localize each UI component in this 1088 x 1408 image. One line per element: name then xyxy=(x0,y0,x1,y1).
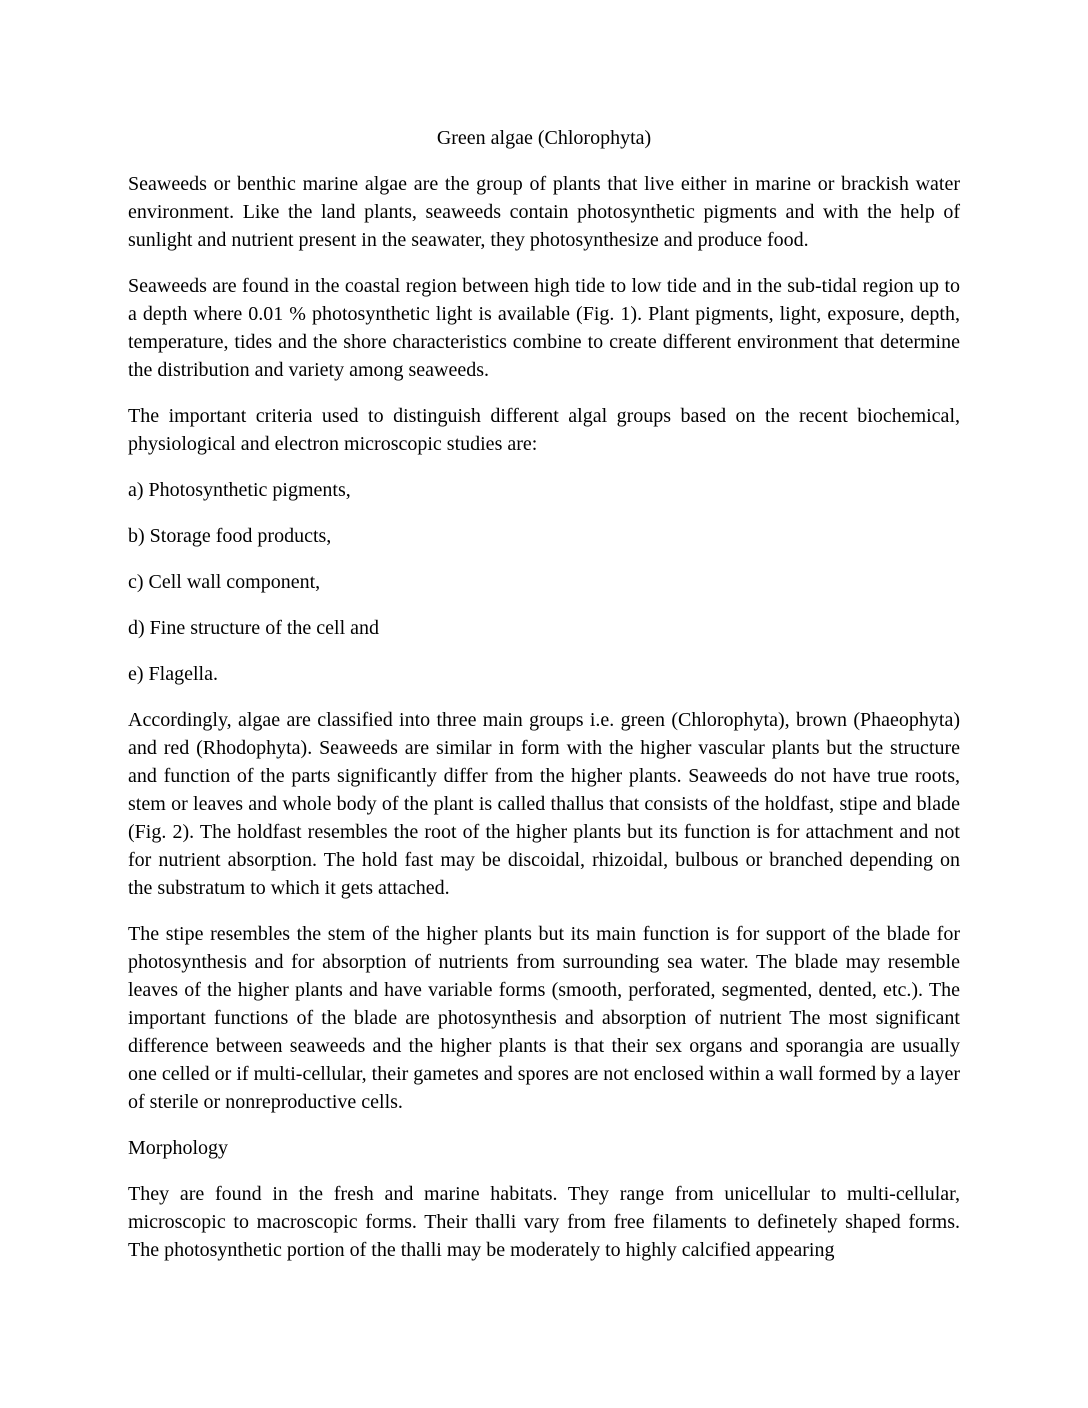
list-item-c: c) Cell wall component, xyxy=(128,571,321,593)
list-item-d: d) Fine structure of the cell and xyxy=(128,617,380,639)
list-item-b: b) Storage food products, xyxy=(128,525,332,547)
paragraph-morphology: They are found in the fresh and marine habitats. They range from unicellular to multi-cellular, microscopic to macroscopic forms. Their thalli vary from free filaments to definetely shaped forms. The photosynthetic portion of the thalli may be moderately to highly calcified appearing xyxy=(128,1183,960,1261)
paragraph-intro-2: Seaweeds are found in the coastal region between high tide to low tide and in the sub-tidal region up to a depth where 0.01 % photosynthetic light is available (Fig. 1). Plant pigments, light, exposure, depth, temperature, tides and the shore characteristics combine to create different environment that determine the distribution and variety among seaweeds. xyxy=(128,275,960,381)
paragraph-intro-1: Seaweeds or benthic marine algae are the group of plants that live either in marine or brackish water environment. Like the land plants, seaweeds contain photosynthetic pigments and with the help of sunlight and nutrient present in the seawater, they photosynthesize and produce food. xyxy=(128,173,960,251)
paragraph-stipe-blade: The stipe resembles the stem of the higher plants but its main function is for support of the blade for photosynthesis and for absorption of nutrients from surrounding sea water. The blade may resemble leaves of the higher plants and have variable forms (smooth, perforated, segmented, dented, etc.). The important functions of the blade are photosynthesis and absorption of nutrient The most significant difference between seaweeds and the higher plants is that their sex organs and sporangia are usually one celled or if multi-cellular, their gametes and spores are not enclosed within a wall formed by a layer of sterile or nonreproductive cells. xyxy=(128,923,960,1113)
section-heading-morphology: Morphology xyxy=(128,1137,228,1159)
paragraph-classification: Accordingly, algae are classified into three main groups i.e. green (Chlorophyta), brown (Phaeophyta) and red (Rhodophyta). Seaweeds are similar in form with the higher vascular plants but the structure and function of the parts significantly differ from the higher plants. Seaweeds do not have true roots, stem or leaves and whole body of the plant is called thallus that consists of the holdfast, stipe and blade (Fig. 2). The holdfast resembles the root of the higher plants but its function is for attachment and not for nutrient absorption. The hold fast may be discoidal, rhizoidal, bulbous or branched depending on the substratum to which it gets attached. xyxy=(128,709,960,899)
list-item-a: a) Photosynthetic pigments, xyxy=(128,479,351,501)
list-item-e: e) Flagella. xyxy=(128,663,218,685)
document-title: Green algae (Chlorophyta) xyxy=(436,127,652,149)
paragraph-intro-3: The important criteria used to distinguish different algal groups based on the recent biochemical, physiological and electron microscopic studies are: xyxy=(128,405,960,455)
